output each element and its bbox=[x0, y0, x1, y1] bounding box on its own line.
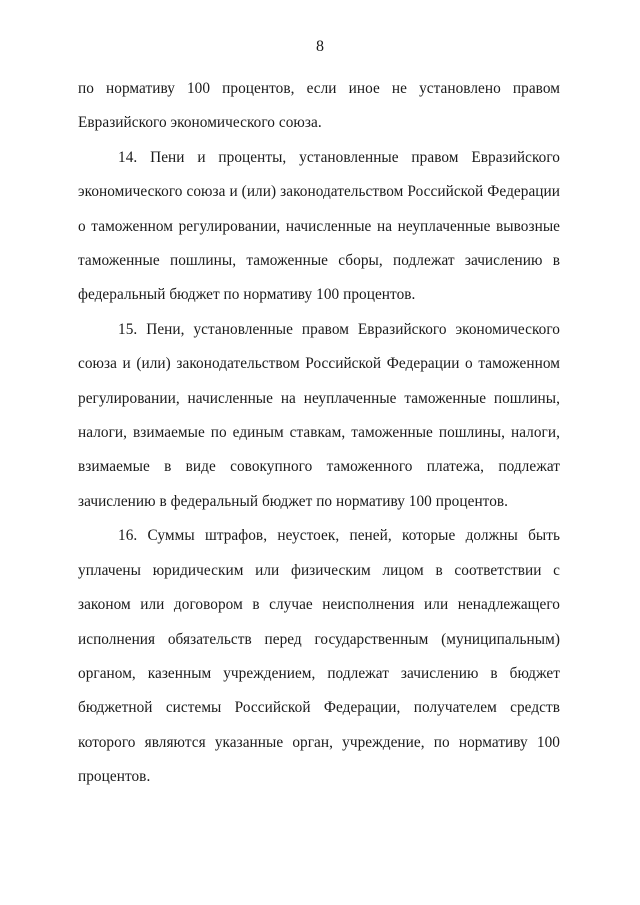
paragraph-item-14: 14. Пени и проценты, установленные правом Евразийского экономического союза и (или) законодательством Российской Федерации о таможенном регулировании, начисленные на неуплаченные вывозные таможенные пошлины, таможенные сборы, подлежат зачислению в федеральный бюджет по нормативу 100 процентов. bbox=[78, 148, 560, 304]
paragraph-item-16: 16. Суммы штрафов, неустоек, пеней, которые должны быть уплачены юридическим или физическим лицом в соответствии с законом или договором в случае неисполнения или ненадлежащего исполнения обязательств перед государственным (муниципальным) органом, казенным учреждением, подлежат зачислению в бюджет бюджетной системы Российской Федерации, получателем средств которого являются указанные орган, учреждение, по нормативу 100 процентов. bbox=[78, 527, 560, 786]
paragraph-continuation: по нормативу 100 процентов, если иное не установлено правом Евразийского экономического союза. bbox=[78, 80, 560, 132]
page-number: 8 bbox=[316, 38, 324, 55]
document-body bbox=[78, 72, 560, 795]
paragraph-item-15: 15. Пени, установленные правом Евразийского экономического союза и (или) законодательством Российской Федерации о таможенном регулировании, начисленные на неуплаченные таможенные пошлины, налоги, взимаемые по единым ставкам, таможенные пошлины, налоги, взимаемые в виде совокупного таможенного платежа, подлежат зачислению в федеральный бюджет по нормативу 100 процентов. bbox=[78, 320, 560, 510]
